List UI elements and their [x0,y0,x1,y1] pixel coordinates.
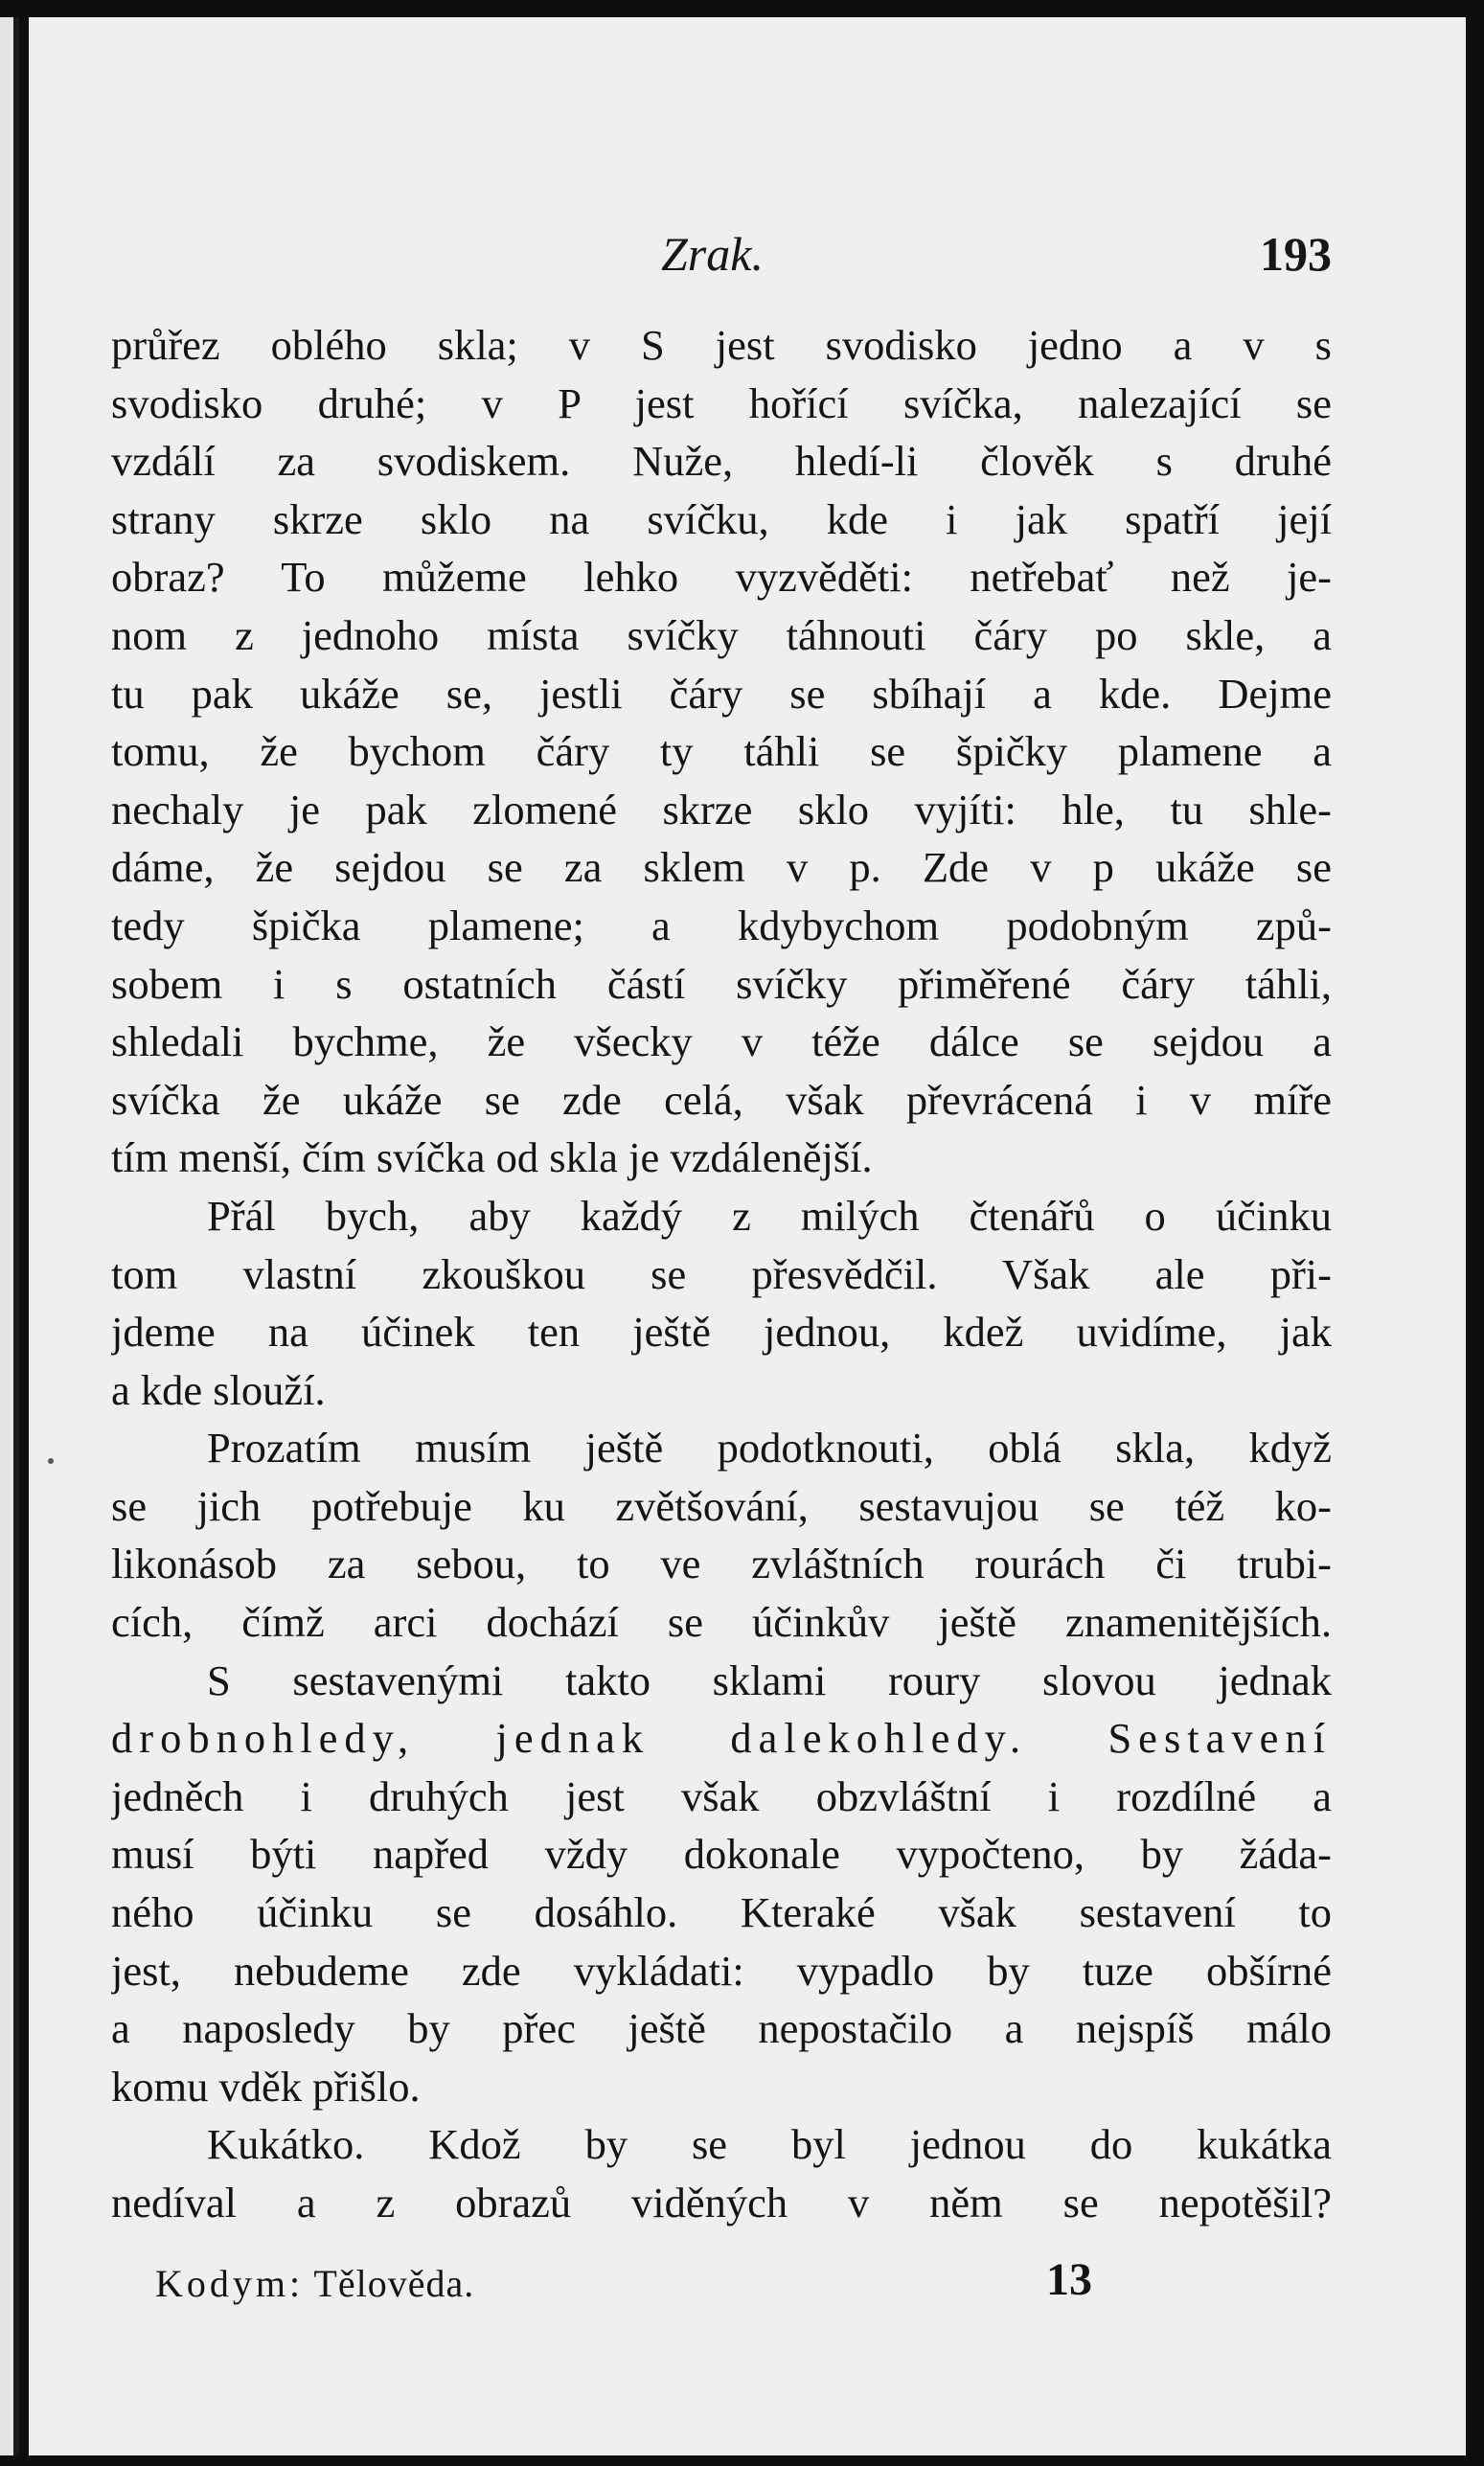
text-line: S sestavenými takto sklami roury slovou jednak [207,1655,1332,1704]
text-line: dáme, že sejdou se za sklem v p. Zde v p ukáže se [111,843,1332,892]
text-line: Kukátko. Kdož by se byl jednou do kukátka [207,2120,1332,2169]
text-line: obraz? To můžeme lehko vyzvěděti: netřebať než je- [111,553,1332,602]
signature-mark: 13 [1046,2254,1092,2305]
stray-ink-dot [48,1458,54,1464]
text-line: jdeme na účinek ten ještě jednou, kdež uvidíme, jak [111,1308,1332,1357]
text-line: likonásob za sebou, to ve zvláštních rourách či trubi- [111,1540,1332,1588]
text-line: shledali bychme, že všecky v téže dálce se sejdou a [111,1017,1332,1066]
text-line: svodisko druhé; v P jest hořící svíčka, nalezající se [111,378,1332,427]
footer-book-title: Tělověda. [313,2262,475,2305]
text-line: tu pak ukáže se, jestli čáry se sbíhají a kde. Dejme [111,669,1332,718]
text-line: sobem i s ostatních částí svíčky přiměřené čáry táhli, [111,959,1332,1008]
text-line: tom vlastní zkouškou se přesvědčil. Však ale při- [111,1249,1332,1298]
text-line: tím menší, čím svíčka od skla je vzdálenější. [111,1133,873,1182]
text-line: ného účinku se dosáhlo. Kteraké však sestavení to [111,1888,1332,1937]
text-line: tomu, že bychom čáry ty táhli se špičky plamene a [111,727,1332,776]
text-line: nom z jednoho místa svíčky táhnouti čáry po skle, a [111,610,1332,659]
page-number: 193 [1260,227,1332,281]
text-line: musí býti napřed vždy dokonale vypočteno, by žáda- [111,1830,1332,1879]
running-title: Zrak. [661,227,764,281]
running-head [29,218,1332,285]
text-line: cích, čímž arci dochází se účinkův ještě znamenitějších. [111,1598,1332,1647]
text-line: a naposledy by přec ještě nepostačilo a nejspíš málo [111,2004,1332,2053]
page-left-edge [0,17,19,2455]
text-line: Prozatím musím ještě podotknouti, oblá skla, když [207,1424,1332,1473]
text-line: průřez oblého skla; v S jest svodisko jedno a v s [111,321,1332,369]
text-line: jest, nebudeme zde vykládati: vypadlo by tuze obšírné [111,1946,1332,1995]
body-text [111,316,1332,2232]
text-line: strany skrze sklo na svíčku, kde i jak spatří její [111,494,1332,543]
text-line: a kde slouží. [111,1365,326,1414]
text-line: svíčka že ukáže se zde celá, však převrácená i v míře [111,1075,1332,1124]
text-line: komu vděk přišlo. [111,2062,421,2111]
text-line: jedněch i druhých jest však obzvláštní i rozdílné a [111,1771,1332,1820]
text-line: Přál bych, aby každý z milých čtenářů o účinku [207,1191,1332,1240]
text-line: drobnohledy, jednak dalekohledy. Sestavení [111,1714,1332,1763]
text-line: nechaly je pak zlomené skrze sklo vyjíti: hle, tu shle- [111,785,1332,833]
page-footer [155,2253,1267,2311]
text-line: nedíval a z obrazů viděných v něm se nepotěšil? [111,2179,1332,2226]
book-page [29,17,1466,2455]
text-line: tedy špička plamene; a kdybychom podobným způ- [111,901,1332,949]
footer-author: Kodym: [155,2262,305,2305]
footer-signature [155,2261,474,2306]
text-line: vzdálí za svodiskem. Nuže, hledí-li člověk s druhé [111,437,1332,486]
text-line: se jich potřebuje ku zvětšování, sestavujou se též ko- [111,1481,1332,1530]
